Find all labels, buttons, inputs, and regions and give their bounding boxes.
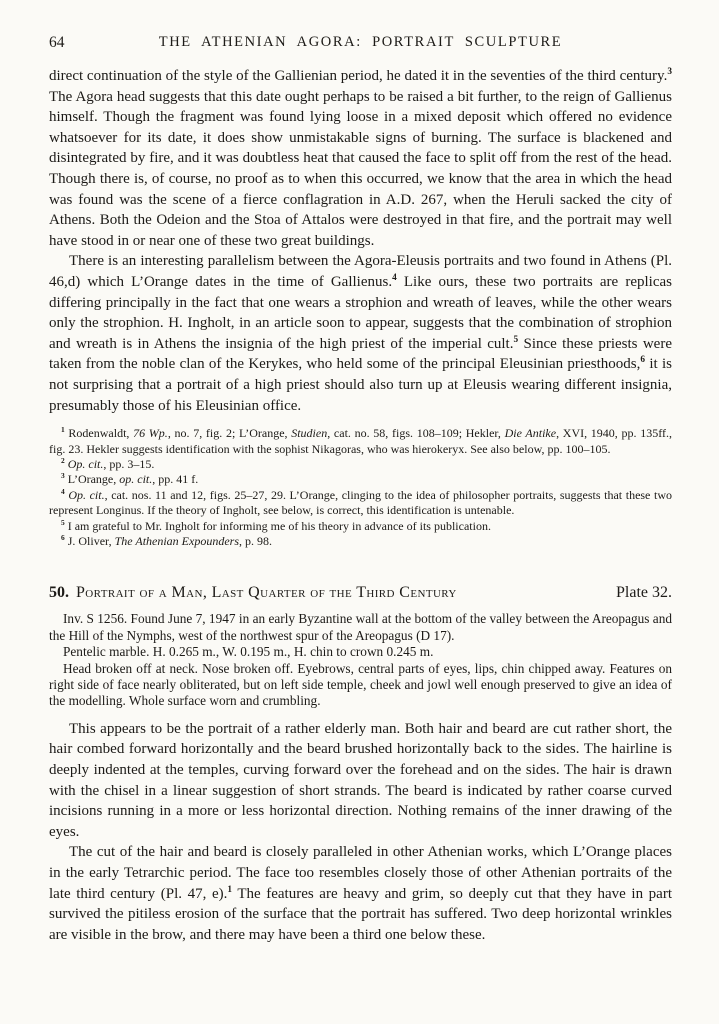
text-block bbox=[49, 66, 672, 945]
entry-findspot: Inv. S 1256. Found June 7, 1947 in an early Byzantine wall at the bottom of the valley between the Areopagus and the Hill of the Nymphs, west of the northwest spur of the Areopagus (D 17). bbox=[49, 611, 672, 643]
footnote: $^1$ Rodenwaldt, 76 Wp., no. 7, fig. 2; L’Orange, Studien, cat. no. 58, figs. 108–109; Hekler, Die Antike, XVI, 1940, pp. 135ff., fig. 23. Hekler suggests identification with the sophist Nikagoras, who was hierokeryx. See also below, pp. 100–105. bbox=[49, 425, 672, 456]
footnote: $^6$ J. Oliver, The Athenian Expounders, p. 98. bbox=[61, 532, 273, 548]
entry-condition: Head broken off at neck. Nose broken off. Eyebrows, central parts of eyes, lips, chin chipped away. Features on right side of face nearly obliterated, but on left side temple, cheek and jowl well enough preserved to give an idea of the modelling. Whole surface worn and crumbling. bbox=[49, 660, 672, 709]
catalog-entry-heading bbox=[49, 583, 672, 603]
entry-title: Portrait of a Man, Last Quarter of the Third Century bbox=[76, 584, 457, 602]
page-header bbox=[49, 34, 672, 56]
entry-number: 50. bbox=[49, 584, 69, 602]
paragraph: direct continuation of the style of the Gallienian period, he dated it in the seventies of the third century.$^3$ The Agora head suggests that this date ought perhaps to be raised a bit further, to the reign of Gallienus himself. Though the fragment was found lying loose in a mixed deposit which offered no evidence whatsoever for its date, it does show unmistakable signs of burning. The surface is blackened and disintegrated by fire, and it was doubtless heat that caused the face to split off from the rest of the head. Though there is, of course, no proof as to when this occurred, we know that the area in which the head was found was the scene of a fierce conflagration in A.D. 267, when the Heruli sacked the city of Athens. Both the Odeion and the Stoa of Attalos were destroyed in that fire, and the portrait may well have stood in or near one of these two great buildings. bbox=[49, 67, 672, 249]
footnote: $^4$ Op. cit., cat. nos. 11 and 12, figs. 25–27, 29. L’Orange, clinging to the idea of philosopher portraits, suggests that these two represent Longinus. If the theory of Ingholt, see below, is correct, this identification is untenable. bbox=[49, 486, 672, 518]
footnotes bbox=[49, 426, 672, 549]
paragraph: There is an interesting parallelism between the Agora-Eleusis portraits and two found in Athens (Pl. 46,d) which L’Orange dates in the time of Gallienus.$^4$ Like ours, these two portraits are replicas differing principally in the fact that one wears a strophion and wreath of leaves, while the other wears only the strophion. H. Ingholt, in an article soon to appear, suggests that the combination of strophion and wreath is in Athens the insignia of the high priest of the imperial cult.$^5$ Since these priests were taken from the noble clan of the Kerykes, who held some of the principal Eleusinian priesthoods,$^6$ it is not surprising that a portrait of a high priest should also turn up at Eleusis wearing different insignia, presumably those of his Eleusinian office. bbox=[49, 253, 673, 414]
running-title: THE ATHENIAN AGORA: PORTRAIT SCULPTURE bbox=[158, 34, 563, 50]
paragraph: This appears to be the portrait of a rather elderly man. Both hair and beard are cut rather short, the hair combed forward horizontally and the beard brushed horizontally back to the sides. The hairline is deeply indented at the temples, curving forward over the forehead and on the sides. The hair is drawn with the chisel in a linear suggestion of short strands. The beard is indicated by rather coarse curved incisions running in a more or less horizontal direction. Nothing remains of the inner drawing of the eyes. bbox=[49, 720, 672, 840]
spacer bbox=[49, 710, 672, 719]
plate-reference: Plate 32. bbox=[616, 584, 672, 602]
entry-material-dimensions: Pentelic marble. H. 0.265 m., W. 0.195 m., H. chin to crown 0.245 m. bbox=[63, 644, 434, 660]
page-number: 64 bbox=[49, 34, 65, 51]
footnote: $^3$ L’Orange, op. cit., pp. 41 f. bbox=[61, 471, 199, 487]
paragraph: The cut of the hair and beard is closely paralleled in other Athenian works, which L’Orange places in the early Tetrarchic period. The face too resembles closely those of other Athenian portraits of the late third century (Pl. 47, e).$^1$ The features are heavy and grim, so deeply cut that they have in part survived the pitiless erosion of the surface that the portrait has suffered. Two deep horizontal wrinkles are visible in the brow, and there may have been a third one below these. bbox=[49, 844, 672, 943]
footnote: $^2$ Op. cit., pp. 3–15. bbox=[61, 455, 155, 471]
entry-description bbox=[49, 611, 672, 709]
footnote: $^5$ I am grateful to Mr. Ingholt for informing me of his theory in advance of its publication. bbox=[61, 517, 491, 533]
